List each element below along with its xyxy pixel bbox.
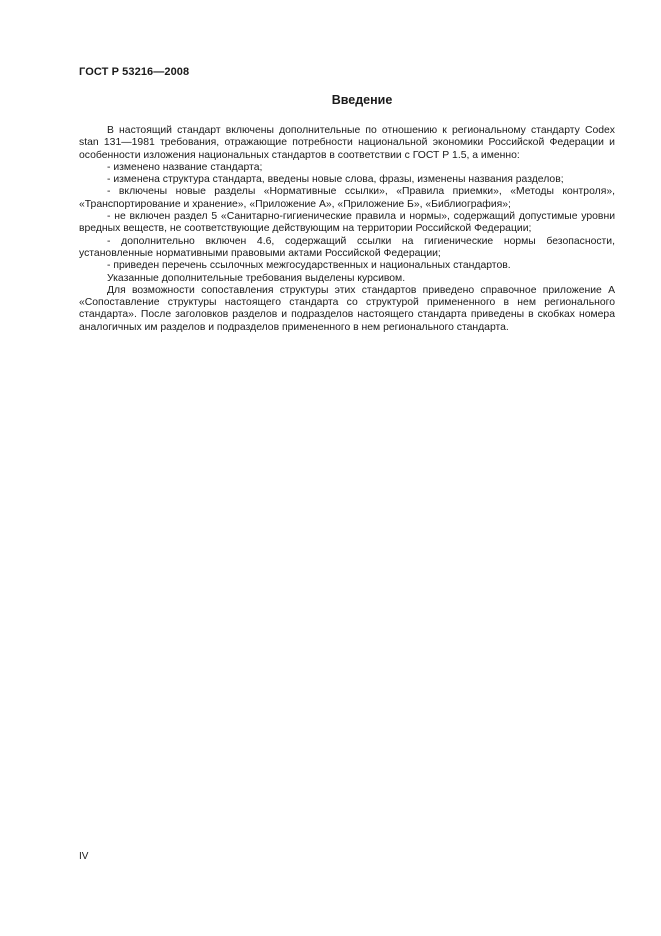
paragraph-italics-note: Указанные дополнительные требования выделены курсивом. <box>107 272 406 284</box>
list-item: - изменена структура стандарта, введены новые слова, фразы, изменены названия разделов; <box>107 174 564 186</box>
paragraph-annex-reference: Для возможности сопоставления структуры этих стандартов приведено справочное приложение А «Сопоставление структуры настоящего стандарта со структурой примененного в нем регионального стандарта». После заголовков разделов и подразделов настоящего стандарта приведены в скобках номера аналогичных им разделов и подразделов примененного в нем регионального стандарта. <box>79 284 615 333</box>
introduction-body <box>79 125 615 334</box>
list-item: - изменено название стандарта; <box>107 161 263 173</box>
document-header: ГОСТ Р 53216—2008 <box>79 66 190 78</box>
list-item: - включены новые разделы «Нормативные ссылки», «Правила приемки», «Методы контроля», «Транспортирование и хранение», «Приложение А», «Приложение Б», «Библиография»; <box>79 186 615 210</box>
paragraph-intro: В настоящий стандарт включены дополнительные по отношению к региональному стандарту Codex stan 131—1981 требования, отражающие потребности национальной экономики Российской Федерации и особенности изложения национальных стандартов в соответствии с ГОСТ Р 1.5, а именно: <box>79 125 615 161</box>
section-title: Введение <box>331 93 393 107</box>
list-item: - дополнительно включен 4.6, содержащий ссылки на гигиенические нормы безопасности, установленные нормативными правовыми актами Российской Федерации; <box>79 235 615 259</box>
list-item: - приведен перечень ссылочных межгосударственных и национальных стандартов. <box>107 260 511 272</box>
list-item: - не включен раздел 5 «Санитарно-гигиенические правила и нормы», содержащий допустимые уровни вредных веществ, не соответствующие действующим на территории Российской Федерации; <box>79 211 615 235</box>
page-number: IV <box>79 851 89 862</box>
